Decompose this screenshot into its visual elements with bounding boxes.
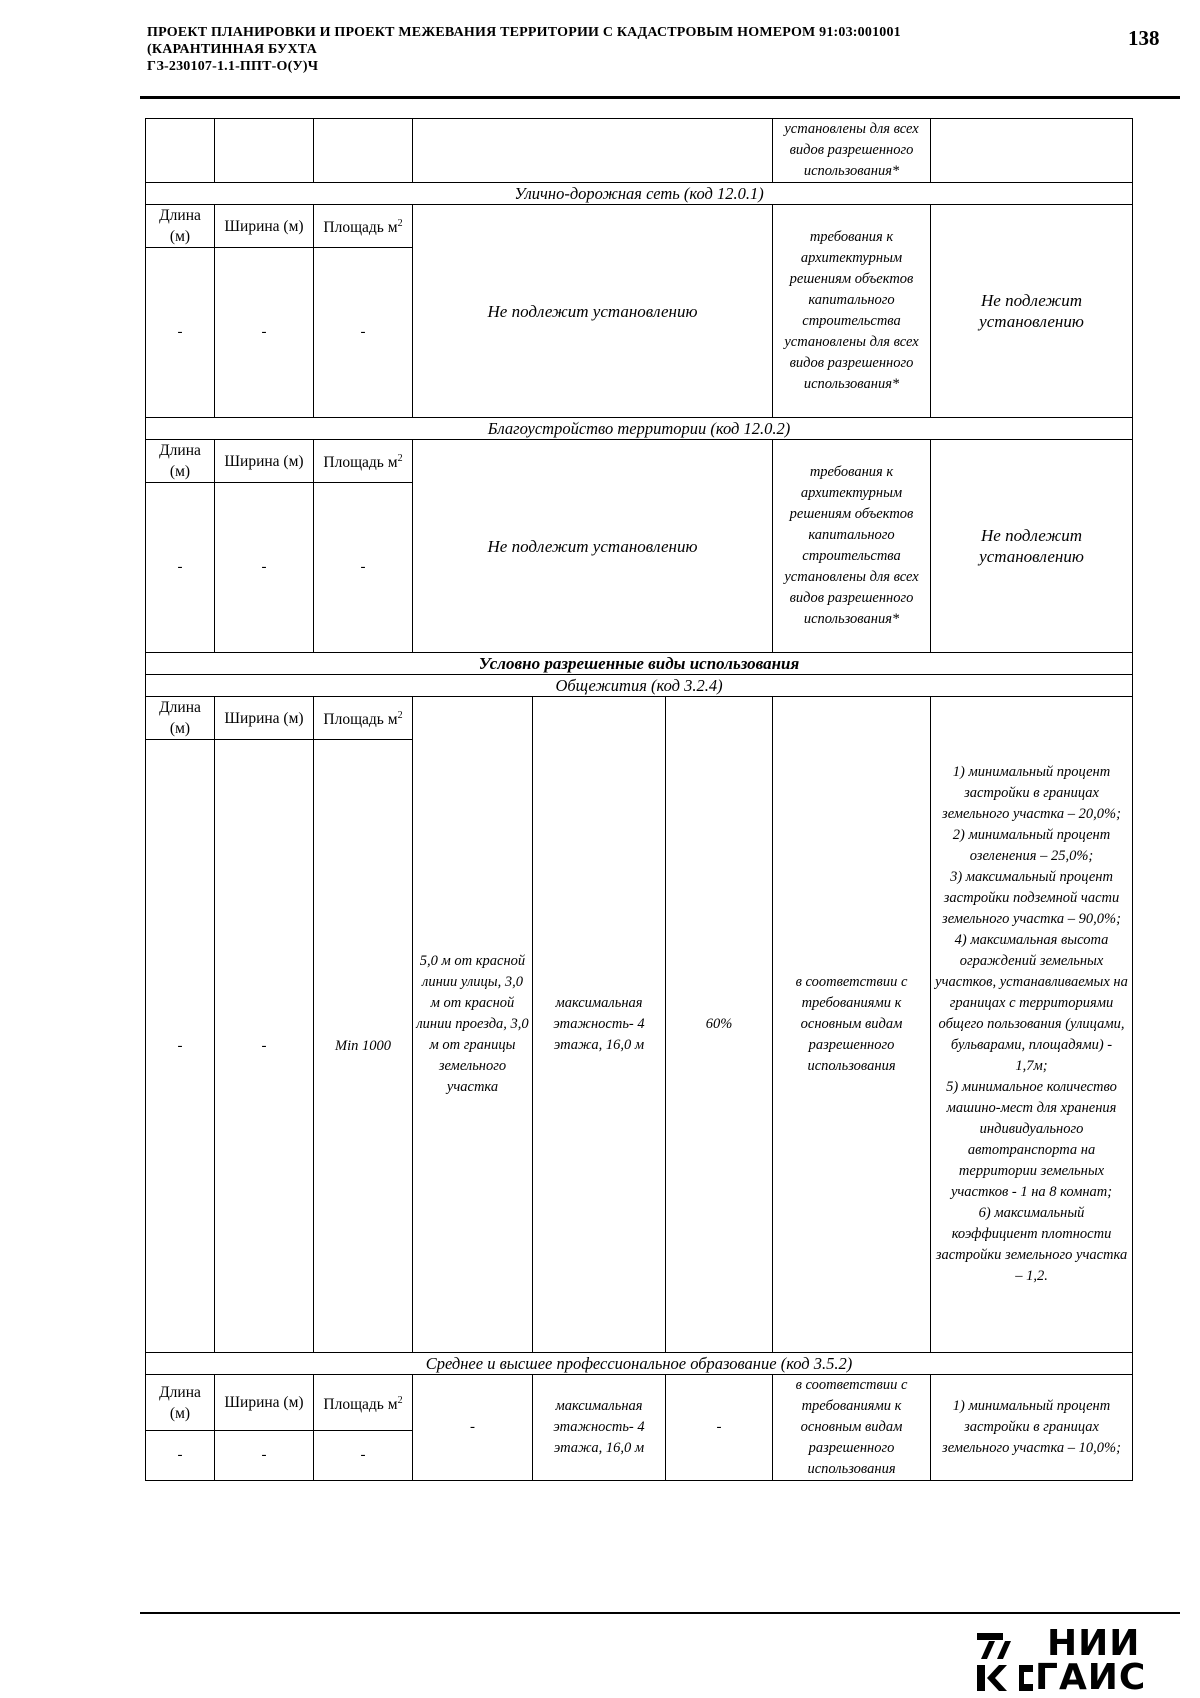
length-value: -: [146, 740, 215, 1353]
area-exponent: 2: [397, 1394, 403, 1406]
logo-text-bottom: ГАИС: [1035, 1657, 1147, 1698]
setbacks-cell: -: [413, 1375, 533, 1481]
limit-item: 3) максимальный процент застройки подземной части земельного участка – 90,0%;: [942, 869, 1121, 927]
limit-item: 4) максимальная высота ограждений земельных участков, устанавливаемых на границах с территориями общего пользования (улицами, бульварами, площадями) - 1,7м;: [935, 932, 1128, 1074]
area-exponent: 2: [397, 453, 403, 465]
col-header-length: Длина (м): [146, 205, 215, 248]
not-set-right-cell: Не подлежит установлению: [931, 205, 1133, 418]
width-value: -: [215, 740, 314, 1353]
area-value: -: [314, 248, 413, 418]
percent-cell: -: [666, 1375, 773, 1481]
section-title-row: [146, 1353, 1133, 1375]
logo-text-top: НИИ: [1047, 1623, 1141, 1664]
table-row: [146, 697, 1133, 740]
col-header-area: [314, 205, 413, 248]
section-title-dorm: Общежития (код 3.2.4): [146, 675, 1133, 697]
document-header: [147, 24, 1077, 75]
requirements-cell: установлены для всех видов разрешенного использования*: [773, 119, 931, 183]
footer-divider: [140, 1612, 1180, 1614]
area-label: Площадь м: [323, 219, 398, 237]
area-label: Площадь м: [323, 1396, 398, 1414]
width-value: -: [215, 248, 314, 418]
regulations-table: [145, 118, 1133, 1481]
table-row: [146, 205, 1133, 248]
floors-cell: максимальная этажность- 4 этажа, 16,0 м: [533, 1375, 666, 1481]
conditional-uses-title: Условно разрешенные виды использования: [146, 653, 1133, 675]
requirements-cell: в соответствии с требованиями к основным видам разрешенного использования: [773, 1375, 931, 1481]
col-header-area: [314, 697, 413, 740]
col-header-length: Длина (м): [146, 440, 215, 483]
floors-cell: максимальная этажность- 4 этажа, 16,0 м: [533, 697, 666, 1353]
section-title-road: Улично-дорожная сеть (код 12.0.1): [146, 183, 1133, 205]
area-value: -: [314, 483, 413, 653]
width-value: -: [215, 483, 314, 653]
section-title-row: [146, 675, 1133, 697]
requirements-cell: требования к архитектурным решениям объектов капитального строительства установлены для всех видов разрешенного использования*: [773, 205, 931, 418]
requirements-cell: в соответствии с требованиями к основным видам разрешенного использования: [773, 697, 931, 1353]
company-logo: [975, 1623, 1175, 1698]
col-header-length: Длина (м): [146, 697, 215, 740]
table-row: [146, 1375, 1133, 1431]
limits-cell: 1) минимальный процент застройки в границах земельного участка – 10,0%;: [931, 1375, 1133, 1481]
setbacks-cell: 5,0 м от красной линии улицы, 3,0 м от красной линии проезда, 3,0 м от границы земельного участка: [413, 697, 533, 1353]
not-set-right-cell: Не подлежит установлению: [931, 440, 1133, 653]
limit-item: 1) минимальный процент застройки в границах земельного участка – 20,0%;: [942, 764, 1121, 822]
limits-cell: [931, 697, 1133, 1353]
col-header-width: Ширина (м): [215, 440, 314, 483]
requirements-cell: требования к архитектурным решениям объектов капитального строительства установлены для всех видов разрешенного использования*: [773, 440, 931, 653]
col-header-width: Ширина (м): [215, 205, 314, 248]
length-value: -: [146, 248, 215, 418]
section-title-edu: Среднее и высшее профессиональное образование (код 3.5.2): [146, 1353, 1133, 1375]
area-value: Min 1000: [314, 740, 413, 1353]
section-title-row: [146, 418, 1133, 440]
col-header-area: [314, 440, 413, 483]
percent-cell: 60%: [666, 697, 773, 1353]
area-label: Площадь м: [323, 454, 398, 472]
not-set-cell: Не подлежит установлению: [413, 205, 773, 418]
area-exponent: 2: [397, 218, 403, 230]
not-set-cell: Не подлежит установлению: [413, 440, 773, 653]
table-row: [146, 119, 1133, 183]
limit-item: 5) минимальное количество машино-мест для хранения индивидуального автотранспорта на территории земельных участков - 1 на 8 комнат;: [946, 1079, 1117, 1200]
section-title-row: [146, 653, 1133, 675]
header-title: ПРОЕКТ ПЛАНИРОВКИ И ПРОЕКТ МЕЖЕВАНИЯ ТЕРРИТОРИИ С КАДАСТРОВЫМ НОМЕРОМ 91:03:001001 (КАРАНТИННАЯ БУХТА ГЗ-230107-1.1-ППТ-О(У)Ч: [147, 25, 901, 74]
col-header-width: Ширина (м): [215, 697, 314, 740]
area-value: -: [314, 1431, 413, 1481]
col-header-length: Длина (м): [146, 1375, 215, 1431]
limit-item: 2) минимальный процент озеленения – 25,0%;: [952, 827, 1111, 864]
table-row: [146, 440, 1133, 483]
section-title-row: [146, 183, 1133, 205]
header-divider: [140, 96, 1180, 99]
area-label: Площадь м: [323, 711, 398, 729]
length-value: -: [146, 483, 215, 653]
section-title-improvement: Благоустройство территории (код 12.0.2): [146, 418, 1133, 440]
page-number: 138: [1128, 26, 1160, 50]
width-value: -: [215, 1431, 314, 1481]
col-header-area: [314, 1375, 413, 1431]
length-value: -: [146, 1431, 215, 1481]
col-header-width: Ширина (м): [215, 1375, 314, 1431]
area-exponent: 2: [397, 710, 403, 722]
limit-item: 6) максимальный коэффициент плотности застройки земельного участка – 1,2.: [935, 1205, 1128, 1284]
logo-mark-icon: [975, 1629, 1035, 1695]
